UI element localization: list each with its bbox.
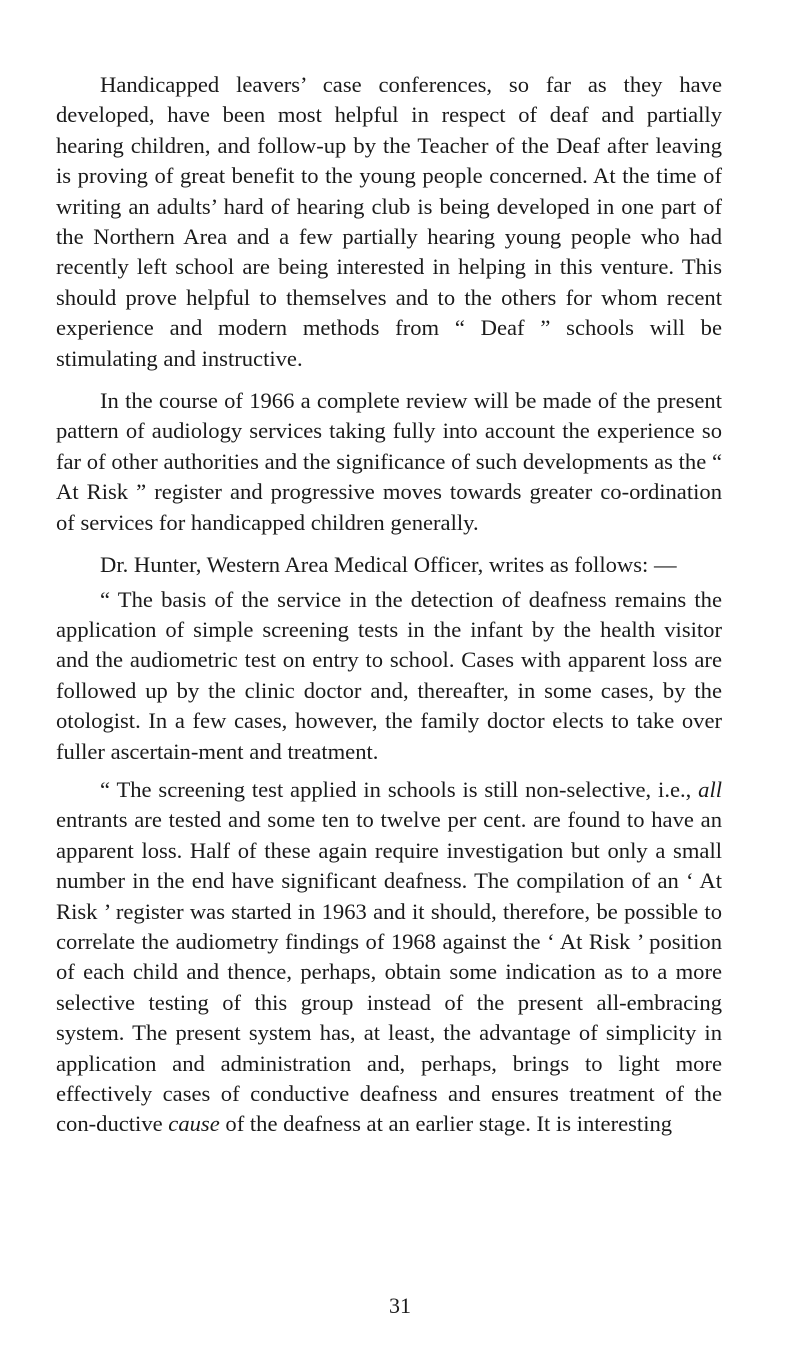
paragraph-dr-hunter-intro: Dr. Hunter, Western Area Medical Officer, writes as follows: — — [100, 552, 677, 578]
paragraph-leavers-case-conferences: Handicapped leavers’ case conferences, so far as they have developed, have been most helpful in respect of deaf and partially hearing children, and follow-up by the Teacher of the Deaf after leaving is proving of great benefit to the young people concerned. At the time of writing an adults’ hard of hearing club is being developed in one part of the Northern Area and a few partially hearing young people who had recently left school are being interested in helping in this venture. This should prove helpful to themselves and to the others for whom recent experience and modern methods from “ Deaf ” schools will be stimulating and instructive. — [56, 72, 722, 371]
paragraph-audiology-review: In the course of 1966 a complete review will be made of the present pattern of audiology services taking fully into account the experience so far of other authorities and the significance of such developments as the “ At Risk ” register and progressive moves towards greater co-ordination of services for handicapped children generally. — [56, 388, 722, 535]
paragraph-quote-screening — [56, 775, 722, 1140]
page-number: 31 — [389, 1293, 411, 1318]
paragraph-quote-detection: “ The basis of the service in the detection of deafness remains the application of simple screening tests in the infant by the health visitor and the audiometric test on entry to school. Cases with apparent loss are followed up by the clinic doctor and, thereafter, in some cases, by the otologist. In a few cases, however, the family doctor elects to take over fuller ascertain-ment and treatment. — [56, 586, 722, 764]
screening-text-3: of the deafness at an earlier stage. It is interesting — [219, 1111, 673, 1137]
emphasis-all: all — [698, 776, 722, 802]
screening-text-2: entrants are tested and some ten to twelve per cent. are found to have an apparent loss. Half of these again require investigation but only a small number in the end have significant deafness. The compilation of an ‘ At Risk ’ register was started in 1963 and it should, therefore, be possible to correlate the audiometry findings of 1968 against the ‘ At Risk ’ position of each child and thence, perhaps, obtain some indication as to a more selective testing of this group instead of the present all-embracing system. The present system has, at least, the advantage of simplicity in application and administration and, perhaps, brings to light more effectively cases of conductive deafness and ensures treatment of the con-ductive — [56, 807, 722, 1137]
emphasis-cause: cause — [168, 1111, 220, 1137]
screening-text-1: “ The screening test applied in schools is still non-selective, i.e., — [100, 776, 699, 802]
document-page — [56, 70, 722, 1148]
